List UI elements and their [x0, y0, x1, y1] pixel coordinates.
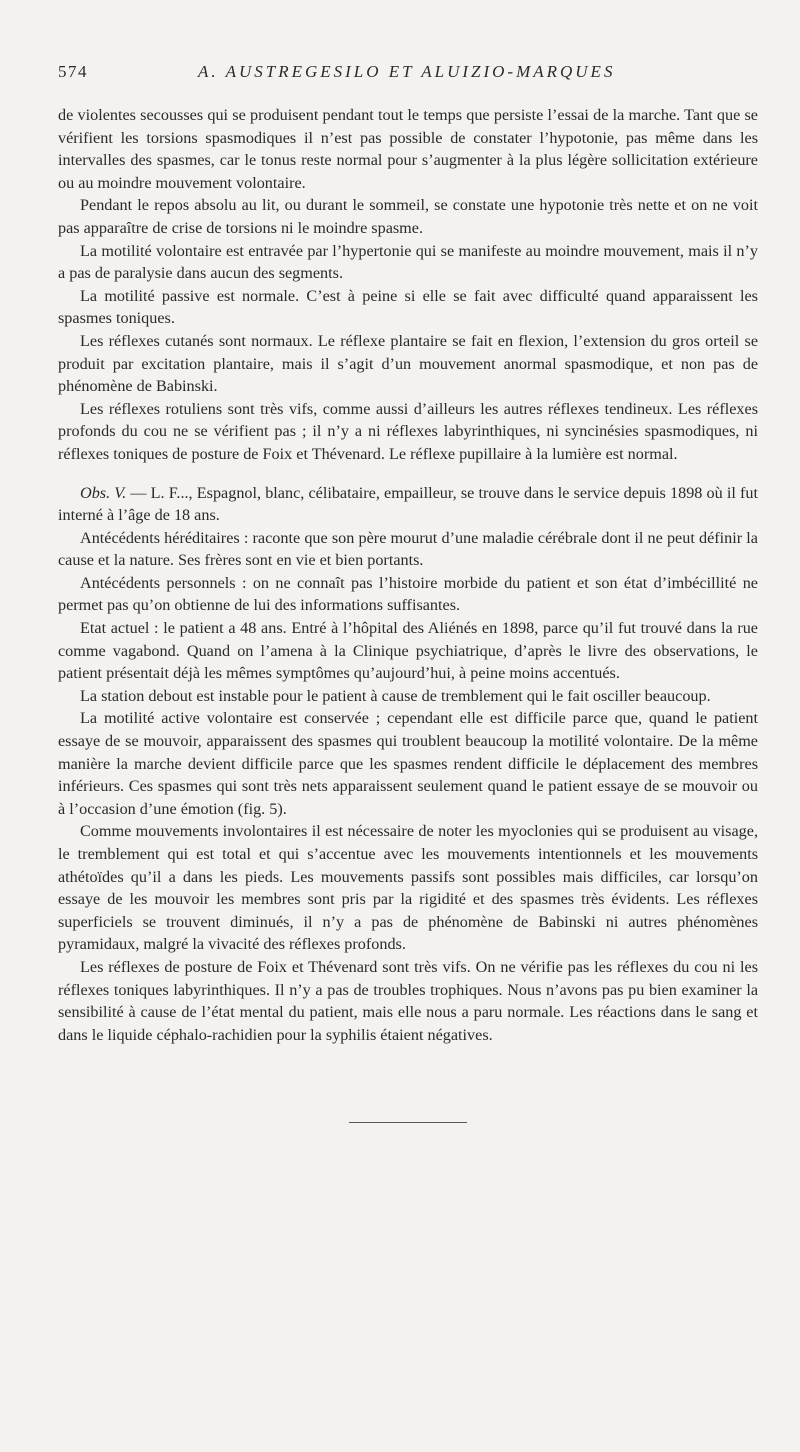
paragraph: La motilité volontaire est entravée par l’hypertonie qui se manifeste au moindre mouvement, mais il n’y a pas de paralysie dans aucun des segments.: [58, 241, 758, 283]
page-number: 574: [58, 62, 88, 81]
paragraph: La motilité passive est normale. C’est à peine si elle se fait avec difficulté quand apparaissent les spasmes toniques.: [58, 286, 758, 328]
paragraph: Les réflexes de posture de Foix et Thévenard sont très vifs. On ne vérifie pas les réflexes du cou ni les réflexes toniques labyrinthiques. Il n’y a pas de troubles trophiques. Nous n’avons pas pu bien examiner la sensibilité à cause de l’état mental du patient, mais elle nous a paru normale. Les réactions dans le sang et dans le liquide céphalo-rachidien pour la syphilis étaient négatives.: [58, 957, 758, 1044]
page-header: [58, 62, 758, 82]
paragraph: La station debout est instable pour le patient à cause de tremblement qui le fait osciller beaucoup.: [80, 686, 711, 705]
observation-heading-paragraph: [58, 482, 758, 527]
paragraph: Etat actuel : le patient a 48 ans. Entré à l’hôpital des Aliénés en 1898, parce qu’il fut trouvé dans la rue comme vagabond. Quand on l’amena à la Clinique psychiatrique, d’après le livre des observations, le patient présentait déjà les mêmes symptômes qu’aujourd’hui, à peine moins accentués.: [58, 619, 758, 683]
paragraph: Antécédents héréditaires : raconte que son père mourut d’une maladie cérébrale dont il ne peut définir la cause et la nature. Ses frères sont en vie et bien portants.: [58, 528, 758, 570]
paragraph: de violentes secousses qui se produisent pendant tout le temps que persiste l’essai de la marche. Tant que se vérifient les torsions spasmodiques il n’est pas possible de constater l’hypotonie, pas même dans les intervalles des spasmes, car le tonus reste normal pour s’augmenter à la plus légère sollicitation extérieure ou au moindre mouvement volontaire.: [58, 106, 758, 192]
section-divider: [349, 1122, 467, 1123]
paragraph: Les réflexes cutanés sont normaux. Le réflexe plantaire se fait en flexion, l’extension du gros orteil se produit par excitation plantaire, mais il s’agit d’un mouvement anormal spasmodique, et non pas de phénomène de Babinski.: [58, 331, 758, 396]
paragraph: Les réflexes rotuliens sont très vifs, comme aussi d’ailleurs les autres réflexes tendineux. Les réflexes profonds du cou ne se vérifient pas ; il n’y a ni réflexes labyrinthiques, ni syncinésies spasmodiques, ni réflexes toniques de posture de Foix et Thévenard. Le réflexe pupillaire à la lumière est normal.: [58, 399, 758, 463]
body-text: [58, 104, 758, 1046]
paragraph: Antécédents personnels : on ne connaît pas l’histoire morbide du patient et son état d’imbécillité ne permet pas qu’on obtienne de lui des informations suffisantes.: [58, 573, 758, 615]
paragraph: La motilité active volontaire est conservée ; cependant elle est difficile parce que, quand le patient essaye de se mouvoir, apparaissent des spasmes qui troublent beaucoup la motilité volontaire. De la même manière la marche devient difficile parce que les spasmes rendent difficile le déplacement des membres inférieurs. Ces spasmes qui sont très nets apparaissent seulement quand le patient essaye de se mouvoir ou à l’occasion d’une émotion (fig. 5).: [58, 709, 758, 818]
observation-label: Obs. V.: [80, 483, 127, 502]
paragraph: Pendant le repos absolu au lit, ou durant le sommeil, se constate une hypotonie très nette et on ne voit pas apparaître de crise de torsions ni le moindre spasme.: [58, 196, 758, 237]
observation-intro: — L. F..., Espagnol, blanc, célibataire, empailleur, se trouve dans le service depuis 1898 où il fut interné à l’âge de 18 ans.: [58, 483, 759, 525]
running-title: A. AUSTREGESILO ET ALUIZIO-MARQUES: [198, 62, 616, 81]
paragraph: Comme mouvements involontaires il est nécessaire de noter les myoclonies qui se produisent au visage, le tremblement qui est total et qui s’accentue avec les mouvements intentionnels et les mouvements athétoïdes qu’il a dans les pieds. Les mouvements passifs sont possibles mais difficiles, car lorsqu’on essaye de les mouvoir les membres sont pris par la rigidité et des spasmes très évidents. Les réflexes superficiels se trouvent diminués, il n’y a pas de phénomène de Babinski ni autres phénomènes pyramidaux, malgré la vivacité des réflexes profonds.: [58, 822, 758, 954]
